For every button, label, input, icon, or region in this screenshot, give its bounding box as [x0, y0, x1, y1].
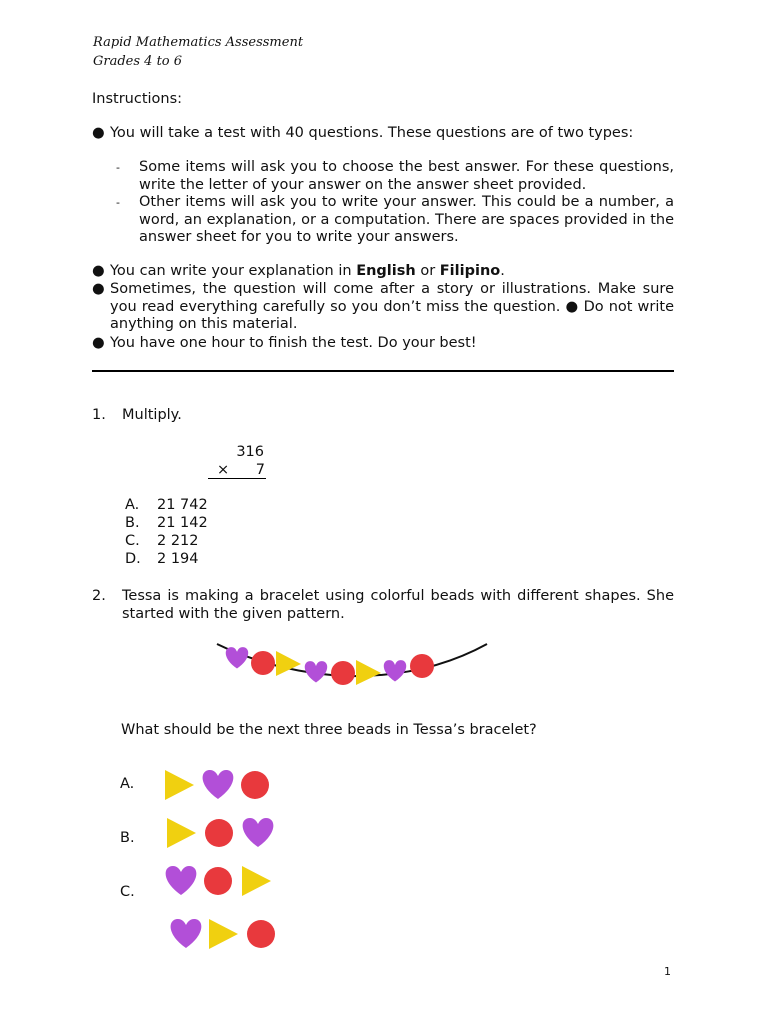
- page-number: 1: [664, 965, 671, 978]
- instruction-bullet-1: You will take a test with 40 questions. These questions are of two types:: [110, 125, 634, 141]
- instruction-sub-2: Other items will ask you to write your answer. This could be a number, a word, an explanation, or a computation. There are spaces provided in the answer sheet for you to write your answers.: [139, 194, 674, 245]
- q2-prompt: Tessa is making a bracelet using colorful beads with different shapes. She started with the given pattern.: [122, 588, 674, 622]
- heart-bead-icon: [163, 864, 199, 898]
- q2-choice-letter: A.: [120, 776, 135, 792]
- heart-bead-icon: [226, 647, 248, 668]
- dash-icon: -: [116, 161, 120, 174]
- circle-bead-icon: [202, 816, 238, 850]
- bullet-icon: ●: [92, 263, 105, 279]
- bracelet-pattern-image: [215, 638, 490, 690]
- circle-bead-icon: [251, 651, 275, 675]
- heart-bead-icon: [305, 661, 327, 682]
- q1-choice-letter: B.: [125, 515, 140, 531]
- q2-choice-letter: C.: [120, 884, 135, 900]
- q1-choice-letter: D.: [125, 551, 141, 567]
- bullet-icon: ●: [92, 335, 105, 351]
- circle-bead-icon: [244, 917, 280, 951]
- instruction-bullet-2: You can write your explanation in English or Filipino.: [110, 263, 505, 279]
- triangle-bead-icon: [356, 660, 381, 685]
- triangle-bead-icon: [206, 917, 242, 951]
- dash-icon: -: [116, 196, 120, 209]
- q2-choice-letter: B.: [120, 830, 135, 846]
- circle-bead-icon: [201, 864, 237, 898]
- q1-choice-text: 21 742: [157, 497, 208, 513]
- q1-choice-text: 2 194: [157, 551, 199, 567]
- q2-choice-d-beads: [168, 917, 282, 951]
- heart-bead-icon: [168, 917, 204, 951]
- circle-bead-icon: [410, 654, 434, 678]
- bullet-icon: ●: [92, 125, 105, 141]
- language-filipino: Filipino: [439, 263, 501, 279]
- language-english: English: [356, 263, 416, 279]
- heart-bead-icon: [200, 768, 236, 802]
- instruction-bullet-3: Sometimes, the question will come after a story or illustrations. Make sure you read everything carefully so you don’t miss the question. ● Do not write anything on this material.: [110, 281, 674, 332]
- triangle-bead-icon: [276, 651, 301, 676]
- instruction-bullet-4: You have one hour to finish the test. Do your best!: [110, 335, 477, 351]
- triangle-bead-icon: [162, 768, 198, 802]
- instructions-heading: Instructions:: [92, 91, 183, 107]
- grade-range: Grades 4 to 6: [93, 54, 183, 69]
- q1-multiplier: 7: [255, 462, 265, 478]
- q2-choice-b-beads: [164, 816, 278, 850]
- bullet-icon: ●: [92, 281, 105, 297]
- circle-bead-icon: [331, 661, 355, 685]
- q1-choice-text: 21 142: [157, 515, 208, 531]
- q1-choice-letter: A.: [125, 497, 140, 513]
- q1-product-line: [208, 478, 266, 479]
- q1-multiplicand: 316: [236, 444, 264, 460]
- q2-number: 2.: [92, 588, 106, 604]
- assessment-title: Rapid Mathematics Assessment: [93, 35, 304, 50]
- instruction-sub-1: Some items will ask you to choose the best answer. For these questions, write the letter of your answer on the answer sheet provided.: [139, 159, 674, 193]
- triangle-bead-icon: [239, 864, 275, 898]
- triangle-bead-icon: [164, 816, 200, 850]
- q1-times-sign: ×: [217, 462, 230, 478]
- q2-choice-a-beads: [162, 768, 276, 802]
- circle-bead-icon: [238, 768, 274, 802]
- q2-question: What should be the next three beads in Tessa’s bracelet?: [121, 722, 537, 738]
- heart-bead-icon: [240, 816, 276, 850]
- q2-choice-c-beads: [163, 864, 277, 898]
- heart-bead-icon: [384, 660, 406, 681]
- q1-choice-text: 2 212: [157, 533, 199, 549]
- q1-number: 1.: [92, 407, 106, 423]
- section-divider: [92, 370, 674, 372]
- q1-choice-letter: C.: [125, 533, 140, 549]
- q1-prompt: Multiply.: [122, 407, 182, 423]
